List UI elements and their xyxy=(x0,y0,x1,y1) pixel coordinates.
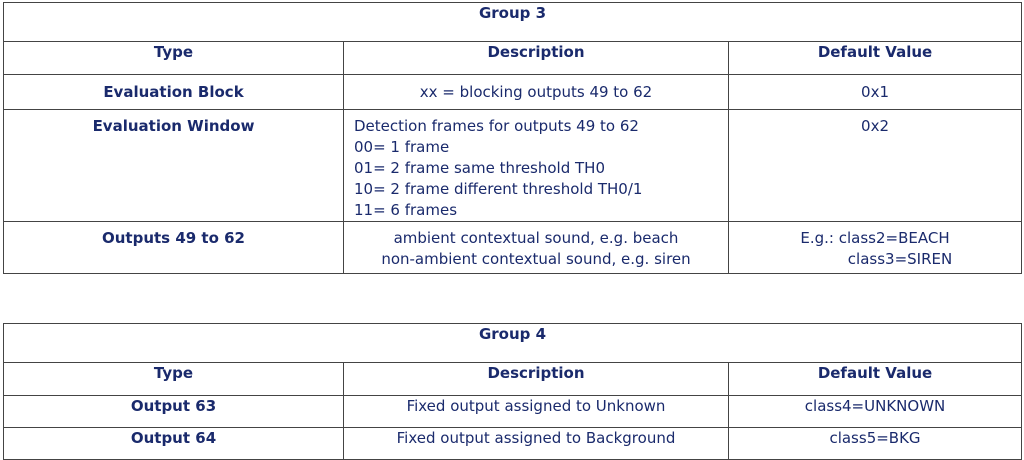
group3-table xyxy=(3,2,1022,274)
description-cell xyxy=(344,396,729,428)
description-line: 10= 2 frame different threshold TH0/1 xyxy=(354,180,643,198)
default-line: E.g.: class2=BEACH xyxy=(800,229,950,247)
default-cell xyxy=(729,396,1022,428)
description-line: 01= 2 frame same threshold TH0 xyxy=(354,159,605,177)
type-cell: Evaluation Block xyxy=(4,75,344,110)
default-line: 0x1 xyxy=(861,82,889,101)
group4-title: Group 4 xyxy=(4,324,1022,363)
group3-header-description: Description xyxy=(344,42,729,75)
description-cell xyxy=(344,75,729,110)
description-cell xyxy=(344,428,729,460)
description-line: non-ambient contextual sound, e.g. siren xyxy=(381,250,691,268)
default-cell xyxy=(729,75,1022,110)
description-cell xyxy=(344,110,729,222)
group4-header-type: Type xyxy=(4,363,344,396)
default-line: class3=SIREN xyxy=(847,250,953,268)
table-row xyxy=(4,428,1022,460)
table-row xyxy=(4,75,1022,110)
type-cell: Evaluation Window xyxy=(4,110,344,222)
description-line: 11= 6 frames xyxy=(354,201,458,219)
default-line: 0x2 xyxy=(861,117,889,135)
description-line: 00= 1 frame xyxy=(354,138,450,156)
description-line: Fixed output assigned to Unknown xyxy=(406,397,666,415)
description-line: xx = blocking outputs 49 to 62 xyxy=(419,82,653,101)
table-row xyxy=(4,396,1022,428)
description-line: ambient contextual sound, e.g. beach xyxy=(393,229,679,247)
group4-header-description: Description xyxy=(344,363,729,396)
table-row xyxy=(4,110,1022,222)
type-cell: Outputs 49 to 62 xyxy=(4,222,344,274)
default-cell xyxy=(729,428,1022,460)
group3-header-type: Type xyxy=(4,42,344,75)
group4-header-default: Default Value xyxy=(729,363,1022,396)
default-line: class4=UNKNOWN xyxy=(804,397,946,415)
default-line: class5=BKG xyxy=(829,429,921,447)
default-cell xyxy=(729,222,1022,274)
description-cell xyxy=(344,222,729,274)
description-line: Detection frames for outputs 49 to 62 xyxy=(354,117,639,135)
description-line: Fixed output assigned to Background xyxy=(396,429,676,447)
type-cell: Output 64 xyxy=(4,428,344,460)
default-cell xyxy=(729,110,1022,222)
table-row xyxy=(4,222,1022,274)
type-cell: Output 63 xyxy=(4,396,344,428)
group3-header-default: Default Value xyxy=(729,42,1022,75)
group4-table xyxy=(3,323,1022,460)
group3-title: Group 3 xyxy=(4,3,1022,42)
